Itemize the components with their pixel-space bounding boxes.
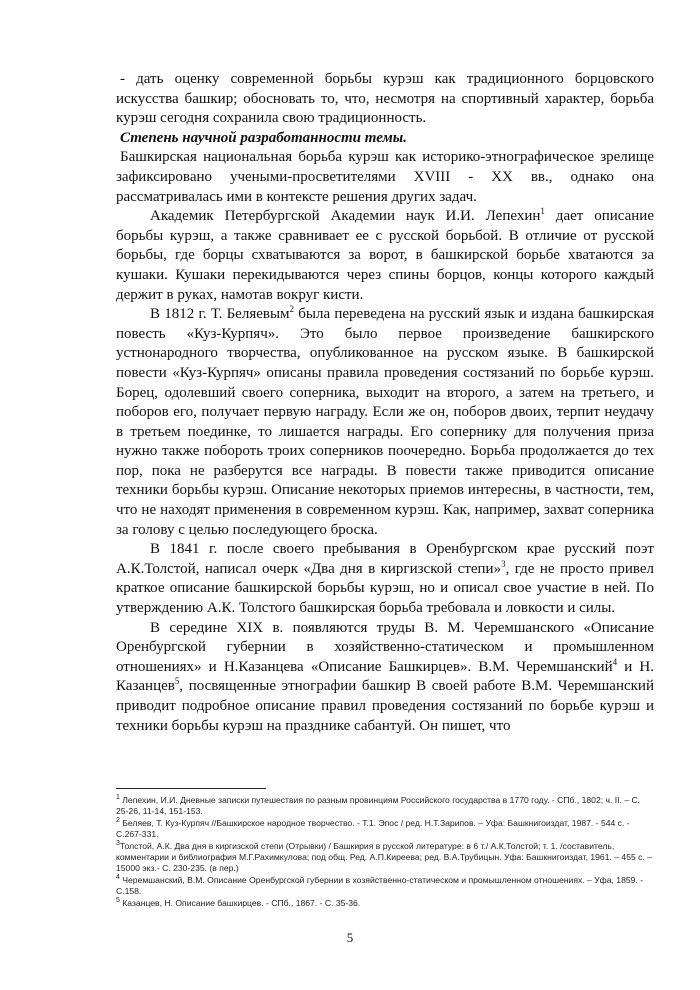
paragraph-text-run: , где не просто привел краткое описание башкирской борьбы курэш, но и описал свое участие в ней. По утверждению А.К. Толстого башкирская борьба требовала и ловкости и силы. bbox=[116, 560, 654, 617]
footnote-reference: 2 bbox=[289, 304, 295, 315]
main-text bbox=[116, 70, 654, 736]
paragraph bbox=[116, 540, 654, 618]
paragraph-text-run: дает описание борьбы курэш, а также сравнивает ее с русской борьбой. В отличие от русской борьбы, где борцы схватываются за ворот, в башкирской борьбе хватаются за кушаки. Кушаки перекидываются через спины борцов, концы которого каждый держит в руках, намотав вокруг кисти. bbox=[116, 208, 654, 303]
paragraph bbox=[116, 207, 654, 305]
paragraph-text-run: Башкирская национальная борьба курэш как историко-этнографическое зрелище зафиксировано учеными-просветителями XVIII - XX вв., однако она рассматривалась ими в контексте решения других задач. bbox=[116, 149, 654, 205]
footnote-reference: 1 bbox=[540, 206, 545, 217]
footnote-number: 5 bbox=[116, 896, 120, 904]
footnote-number: 1 bbox=[116, 794, 120, 802]
footnote-text: Лепехин, И.И. Дневные записки путешествия по разным провинциям Российского государства в 1770 году. - СПб., 1802; ч. II. – С. 25-26, 11-14, 151-153. bbox=[116, 795, 641, 817]
footnotes bbox=[116, 795, 654, 909]
footnote-divider bbox=[116, 788, 266, 789]
footnote-reference: 5 bbox=[174, 676, 180, 687]
paragraph bbox=[116, 619, 654, 737]
footnote-text: Беляев, Т. Куз-Курпяч //Башкирское народное творчество. - Т.1. Эпос / ред. Н.Т.Зарипов. – Уфа: Башкнигоиздат, 1987. - 544 с. - С.267-331. bbox=[116, 817, 630, 840]
paragraph bbox=[116, 148, 654, 207]
footnote bbox=[116, 795, 654, 818]
paragraph-text-run: В 1841 г. после своего пребывания в Оренбургском крае русский поэт А.К.Толстой, написал очерк «Два дня в киргизской степи» bbox=[116, 541, 654, 577]
paragraph-text-run: Степень научной разработанности темы. bbox=[120, 129, 407, 146]
footnote bbox=[116, 875, 654, 898]
paragraph-text-run: , посвященные этнографии башкир В своей работе В.М. Черемшанский приводит подробное описание правил проведения состязаний по борьбе курэш и техники борьбы курэш на празднике сабантуй. Он пишет, что bbox=[116, 678, 654, 734]
footnote-text: Казанцев, Н. Описание башкирцев. - СПб., 1867. - С. 35-36. bbox=[119, 897, 361, 908]
paragraph-text-run: и Н. Казанцев bbox=[116, 658, 654, 695]
paragraph-text-run: В 1812 г. Т. Беляевым bbox=[150, 306, 290, 323]
section-heading bbox=[116, 129, 654, 149]
paragraph-text-run: - дать оценку современной борьбы курэш как традиционного борцовского искусства башкир; обосновать то, что, несмотря на спортивный характер, борьба курэш сегодня сохранила свою традиционность. bbox=[116, 71, 654, 127]
paragraph bbox=[116, 305, 654, 540]
footnote bbox=[116, 898, 654, 909]
footnote-reference: 4 bbox=[612, 656, 618, 667]
footnote-number: 3 bbox=[116, 839, 120, 847]
paragraph bbox=[116, 70, 654, 129]
footnote-text: Черемшанский, В.М. Описание Оренбургской губернии в хозяйственно-статическом и промышленном отношениях. – Уфа, 1859. - С.158. bbox=[116, 874, 644, 897]
footnote-number: 4 bbox=[116, 873, 120, 881]
page-number: 5 bbox=[346, 930, 354, 945]
footnote-reference: 3 bbox=[501, 558, 506, 569]
paragraph-text-run: Академик Петербургской Академии наук И.И. Лепехин bbox=[150, 208, 541, 225]
paragraph-text-run: В середине XIX в. появляются труды В. М. Черемшанского «Описание Оренбургской губернии в хозяйственно-статическом и промышленном отношениях» и Н.Казанцева «Описание Башкирцев». В.М. Черемшанский bbox=[116, 619, 654, 675]
footnote-number: 2 bbox=[116, 816, 120, 824]
footnote-text: Толстой, А.К. Два дня в киргизской степи (Отрывки) / Башкирия в русской литературе: в 6 т./ А.К.Толстой; т. 1. /составитель, комментарии и библиография М.Г.Рахимкулова; под общ. Ред. А.П.Киреева; ред. В.А.Трубицын. Уфа: Башкнигоиздат, 1961. – 455 с. – 15000 экз.- С. 230-235. (в пер.) bbox=[116, 840, 653, 874]
footnote bbox=[116, 818, 654, 841]
paragraph-text-run: была переведена на русский язык и издана башкирская повесть «Куз-Курпяч». Это было первое произведение башкирского устнонародного творчества, опубликованное на русском языке. В башкирской повести «Куз-Курпяч» описаны правила проведения состязаний по борьбе курэш. Борец, одолевший своего соперника, выходит на второго, а затем на третьего, и поборов его, получает первую награду. Если же он, поборов двоих, терпит неудачу в третьем поединке, то лишается награды. Его сопернику для получения приза нужно также побороть троих соперников поочередно. Борьба продолжается до тех пор, пока не разберутся все награды. В повести также приводится описание техники борьбы курэш. Описание некоторых приемов интересны, в частности, тем, что не находят применения в современном курэш. Как, например, захват соперника за голову с целью последующего броска. bbox=[116, 306, 655, 538]
footnote bbox=[116, 841, 654, 875]
